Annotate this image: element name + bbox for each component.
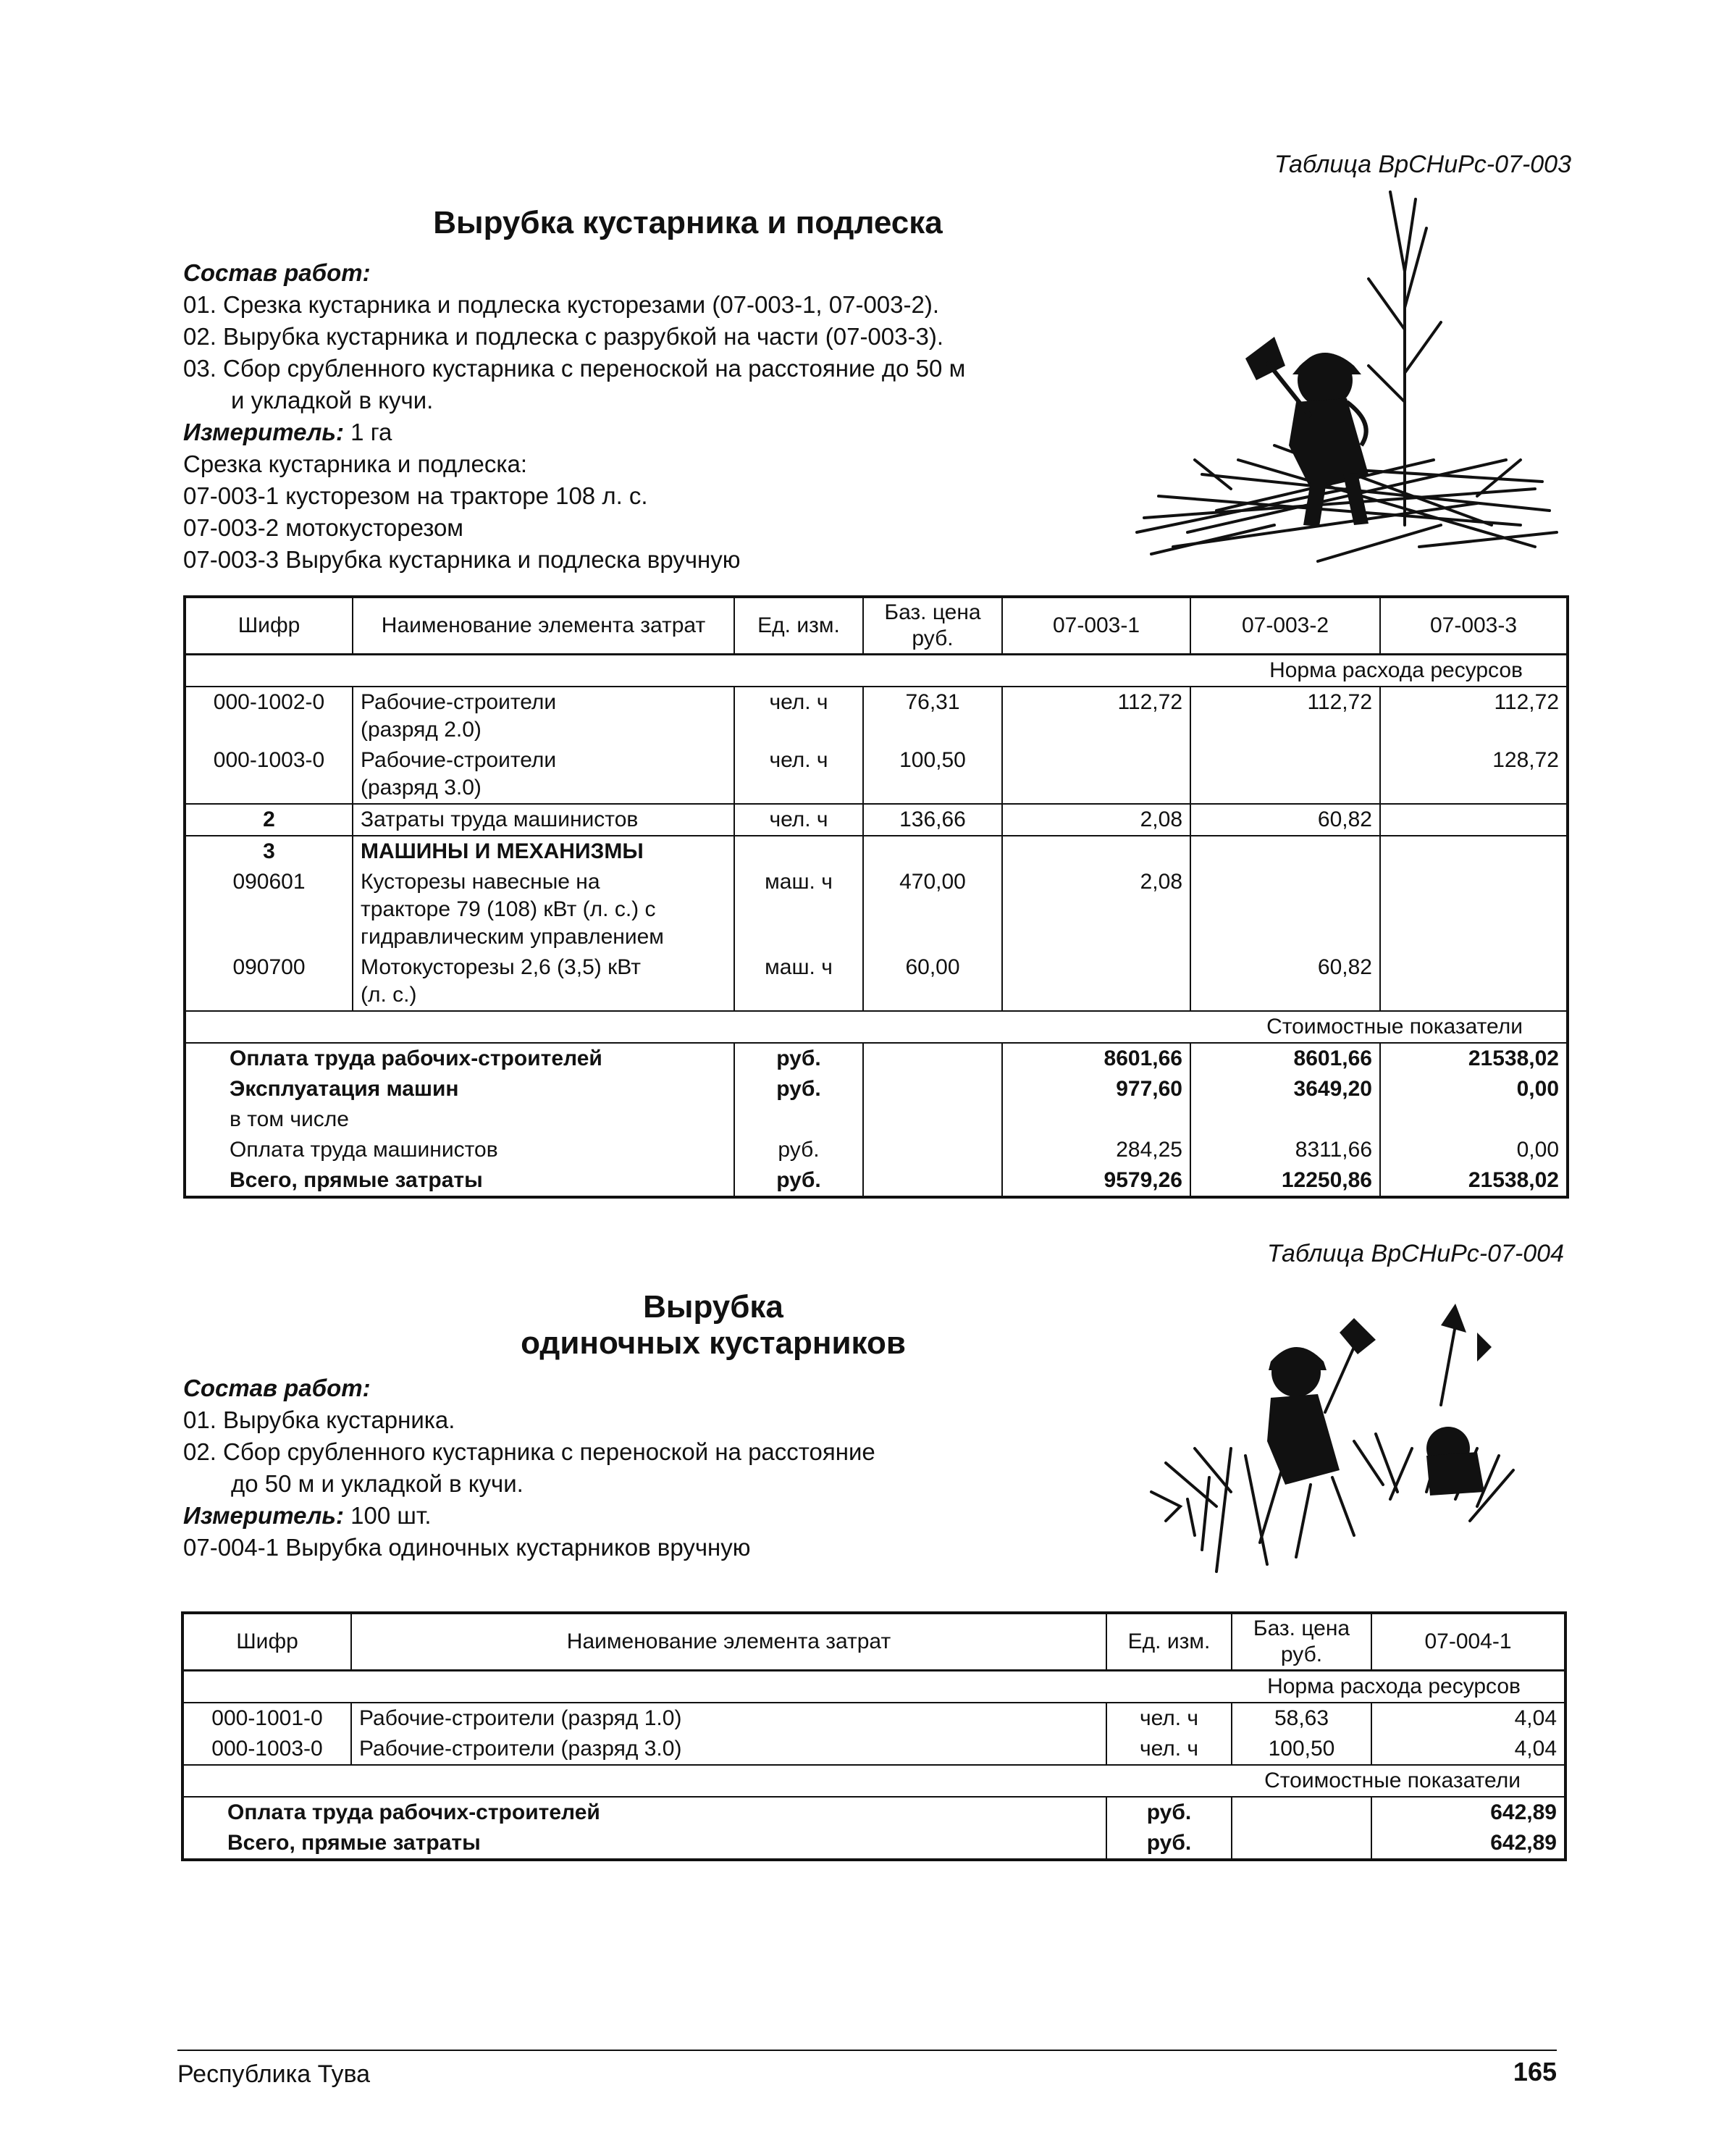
value-cell (1190, 836, 1380, 867)
resource-table-07-004 (181, 1611, 1567, 1861)
cost-row (185, 1104, 1568, 1135)
table-row (185, 804, 1568, 836)
footer-rule (177, 2050, 1557, 2051)
value-cell: 0,00 (1380, 1074, 1568, 1104)
sostav-label: Состав работ: (183, 1375, 371, 1401)
name-cell: МАШИНЫ И МЕХАНИЗМЫ (353, 836, 734, 867)
col-header: Шифр (185, 597, 353, 655)
cost-row (185, 1043, 1568, 1074)
price-cell: 470,00 (863, 867, 1002, 952)
table-row (185, 836, 1568, 867)
value-cell: 8311,66 (1190, 1135, 1380, 1165)
value-cell: 2,08 (1002, 804, 1190, 836)
workers-chopping-bushes-illustration (1137, 1304, 1542, 1579)
value-cell: 60,82 (1190, 804, 1380, 836)
value-cell: 642,89 (1371, 1797, 1565, 1828)
price-cell (863, 1165, 1002, 1197)
table-label: Таблица ВрСНиРс-07-003 (1274, 151, 1571, 178)
section-row-stoim: Стоимостные показатели (185, 1011, 1568, 1043)
cost-name: Эксплуатация машин (185, 1074, 734, 1104)
value-cell: 60,82 (1190, 952, 1380, 1011)
page-number: 165 (1513, 2057, 1557, 2086)
sostav-label: Состав работ: (183, 259, 371, 286)
value-cell (1002, 836, 1190, 867)
meter-value: 100 шт. (344, 1502, 432, 1529)
unit-cell: руб. (734, 1074, 863, 1104)
name-cell (353, 687, 734, 745)
value-cell (1380, 952, 1568, 1011)
price-cell: 76,31 (863, 687, 1002, 745)
section-row-stoim: Стоимостные показатели (182, 1765, 1565, 1797)
unit-cell: чел. ч (734, 687, 863, 745)
cipher-cell: 090700 (185, 952, 353, 1011)
cost-name: Всего, прямые затраты (185, 1165, 734, 1197)
unit-cell: чел. ч (1106, 1703, 1232, 1734)
cost-row (185, 1165, 1568, 1197)
section-row-norma: Норма расхода ресурсов (185, 655, 1568, 687)
table-row (185, 745, 1568, 804)
value-cell: 21538,02 (1380, 1043, 1568, 1074)
col-header: Шифр (182, 1613, 351, 1671)
table-row (182, 1703, 1565, 1734)
title-line: Вырубка (643, 1289, 783, 1325)
price-cell: 58,63 (1232, 1703, 1371, 1734)
value-cell (1190, 1104, 1380, 1135)
col-header: Ед. изм. (734, 597, 863, 655)
work-item: 02. Вырубка кустарника и подлеска с разрубкой на части (07-003-3). (183, 323, 943, 350)
value-cell: 3649,20 (1190, 1074, 1380, 1104)
table-row (182, 1734, 1565, 1765)
price-cell: 100,50 (1232, 1734, 1371, 1765)
col-header: 07-003-2 (1190, 597, 1380, 655)
name-line: Мотокусторезы 2,6 (3,5) кВт (361, 955, 641, 979)
table-label: Таблица ВрСНиРс-07-004 (1266, 1240, 1564, 1267)
meter-label: Измеритель: (183, 1502, 344, 1529)
price-cell (863, 1104, 1002, 1135)
meter-line (183, 416, 1197, 448)
work-item: 02. Сбор срубленного кустарника с переноской на расстояние (183, 1438, 875, 1465)
value-cell: 8601,66 (1002, 1043, 1190, 1074)
section-row-norma: Норма расхода ресурсов (182, 1671, 1565, 1703)
worker-cutting-brush-illustration (1130, 185, 1564, 576)
table-row (185, 867, 1568, 952)
code-item: 07-004-1 Вырубка одиночных кустарников вручную (183, 1534, 751, 1561)
unit-cell: чел. ч (1106, 1734, 1232, 1765)
name-line: Рабочие-строители (361, 690, 557, 714)
col-header: 07-003-3 (1380, 597, 1568, 655)
cipher-cell: 3 (185, 836, 353, 867)
sub-header: Срезка кустарника и подлеска: (183, 450, 528, 477)
value-cell: 112,72 (1190, 687, 1380, 745)
cost-row (182, 1797, 1565, 1828)
unit-cell: маш. ч (734, 867, 863, 952)
value-cell (1380, 867, 1568, 952)
name-line: (разряд 2.0) (361, 718, 482, 742)
unit-cell (734, 1104, 863, 1135)
title-line: одиночных кустарников (521, 1325, 906, 1361)
cipher-cell: 000-1003-0 (182, 1734, 351, 1765)
price-cell: 60,00 (863, 952, 1002, 1011)
value-cell: 2,08 (1002, 867, 1190, 952)
unit-cell: руб. (734, 1165, 863, 1197)
meter-label: Измеритель: (183, 419, 344, 445)
name-line: (разряд 3.0) (361, 776, 482, 800)
col-header: 07-004-1 (1371, 1613, 1565, 1671)
work-description (183, 257, 1197, 576)
value-cell: 112,72 (1380, 687, 1568, 745)
value-cell (1380, 804, 1568, 836)
cipher-cell: 000-1001-0 (182, 1703, 351, 1734)
price-cell (1232, 1797, 1371, 1828)
value-cell: 4,04 (1371, 1734, 1565, 1765)
unit-cell: чел. ч (734, 745, 863, 804)
value-cell (1002, 745, 1190, 804)
value-cell: 642,89 (1371, 1828, 1565, 1860)
price-cell (863, 1135, 1002, 1165)
cipher-cell: 090601 (185, 867, 353, 952)
value-cell (1190, 867, 1380, 952)
work-description (183, 1372, 1124, 1564)
unit-cell: руб. (1106, 1828, 1232, 1860)
col-header: Баз. цена руб. (1232, 1613, 1371, 1671)
value-cell: 128,72 (1380, 745, 1568, 804)
unit-cell (734, 836, 863, 867)
value-cell: 112,72 (1002, 687, 1190, 745)
price-cell: 136,66 (863, 804, 1002, 836)
cost-name: Оплата труда рабочих-строителей (185, 1043, 734, 1074)
name-cell (353, 745, 734, 804)
name-line: гидравлическим управлением (361, 925, 664, 949)
cipher-cell: 2 (185, 804, 353, 836)
name-cell (353, 867, 734, 952)
resource-table-07-003 (183, 595, 1569, 1199)
value-cell (1380, 1104, 1568, 1135)
value-cell: 8601,66 (1190, 1043, 1380, 1074)
code-item: 07-003-1 кусторезом на тракторе 108 л. с. (183, 482, 648, 509)
name-cell: Рабочие-строители (разряд 1.0) (351, 1703, 1106, 1734)
value-cell (1002, 1104, 1190, 1135)
name-line: (л. с.) (361, 983, 417, 1007)
value-cell: 21538,02 (1380, 1165, 1568, 1197)
name-line: тракторе 79 (108) кВт (л. с.) с (361, 897, 656, 921)
unit-cell: руб. (734, 1043, 863, 1074)
table-row (185, 687, 1568, 745)
cost-name: Оплата труда машинистов (185, 1135, 734, 1165)
price-cell: 100,50 (863, 745, 1002, 804)
cost-name: Всего, прямые затраты (182, 1828, 1106, 1860)
work-item: 03. Сбор срубленного кустарника с переноской на расстояние до 50 м (183, 355, 966, 382)
unit-cell: руб. (734, 1135, 863, 1165)
cost-row (185, 1074, 1568, 1104)
price-cell (863, 1074, 1002, 1104)
meter-line (183, 1500, 1124, 1532)
value-cell (1380, 836, 1568, 867)
price-cell (1232, 1828, 1371, 1860)
value-cell (1002, 952, 1190, 1011)
value-cell: 0,00 (1380, 1135, 1568, 1165)
value-cell: 9579,26 (1002, 1165, 1190, 1197)
name-line: Рабочие-строители (361, 748, 557, 772)
work-item: 01. Вырубка кустарника. (183, 1406, 455, 1433)
name-line: Кусторезы навесные на (361, 870, 600, 894)
cost-name: в том числе (185, 1104, 734, 1135)
unit-cell: руб. (1106, 1797, 1232, 1828)
cost-row (185, 1135, 1568, 1165)
cost-row (182, 1828, 1565, 1860)
name-cell: Затраты труда машинистов (353, 804, 734, 836)
code-item: 07-003-3 Вырубка кустарника и подлеска вручную (183, 546, 741, 573)
work-item: 01. Срезка кустарника и подлеска кусторезами (07-003-1, 07-003-2). (183, 291, 940, 318)
value-cell (1190, 745, 1380, 804)
code-item: 07-003-2 мотокусторезом (183, 514, 463, 541)
value-cell: 284,25 (1002, 1135, 1190, 1165)
col-header: 07-003-1 (1002, 597, 1190, 655)
price-cell (863, 836, 1002, 867)
value-cell: 4,04 (1371, 1703, 1565, 1734)
unit-cell: чел. ч (734, 804, 863, 836)
name-cell (353, 952, 734, 1011)
cipher-cell: 000-1002-0 (185, 687, 353, 745)
col-header: Наименование элемента затрат (353, 597, 734, 655)
section-title: Вырубка кустарника и подлеска (433, 205, 943, 240)
cipher-cell: 000-1003-0 (185, 745, 353, 804)
col-header: Ед. изм. (1106, 1613, 1232, 1671)
section-title (405, 1289, 1021, 1362)
unit-cell: маш. ч (734, 952, 863, 1011)
work-item: и укладкой в кучи. (231, 387, 434, 414)
col-header: Наименование элемента затрат (351, 1613, 1106, 1671)
table-row (185, 952, 1568, 1011)
cost-name: Оплата труда рабочих-строителей (182, 1797, 1106, 1828)
work-item: до 50 м и укладкой в кучи. (231, 1470, 524, 1497)
col-header: Баз. цена руб. (863, 597, 1002, 655)
value-cell: 977,60 (1002, 1074, 1190, 1104)
name-cell: Рабочие-строители (разряд 3.0) (351, 1734, 1106, 1765)
value-cell: 12250,86 (1190, 1165, 1380, 1197)
price-cell (863, 1043, 1002, 1074)
footer-region: Республика Тува (177, 2060, 371, 2088)
meter-value: 1 га (344, 419, 392, 445)
